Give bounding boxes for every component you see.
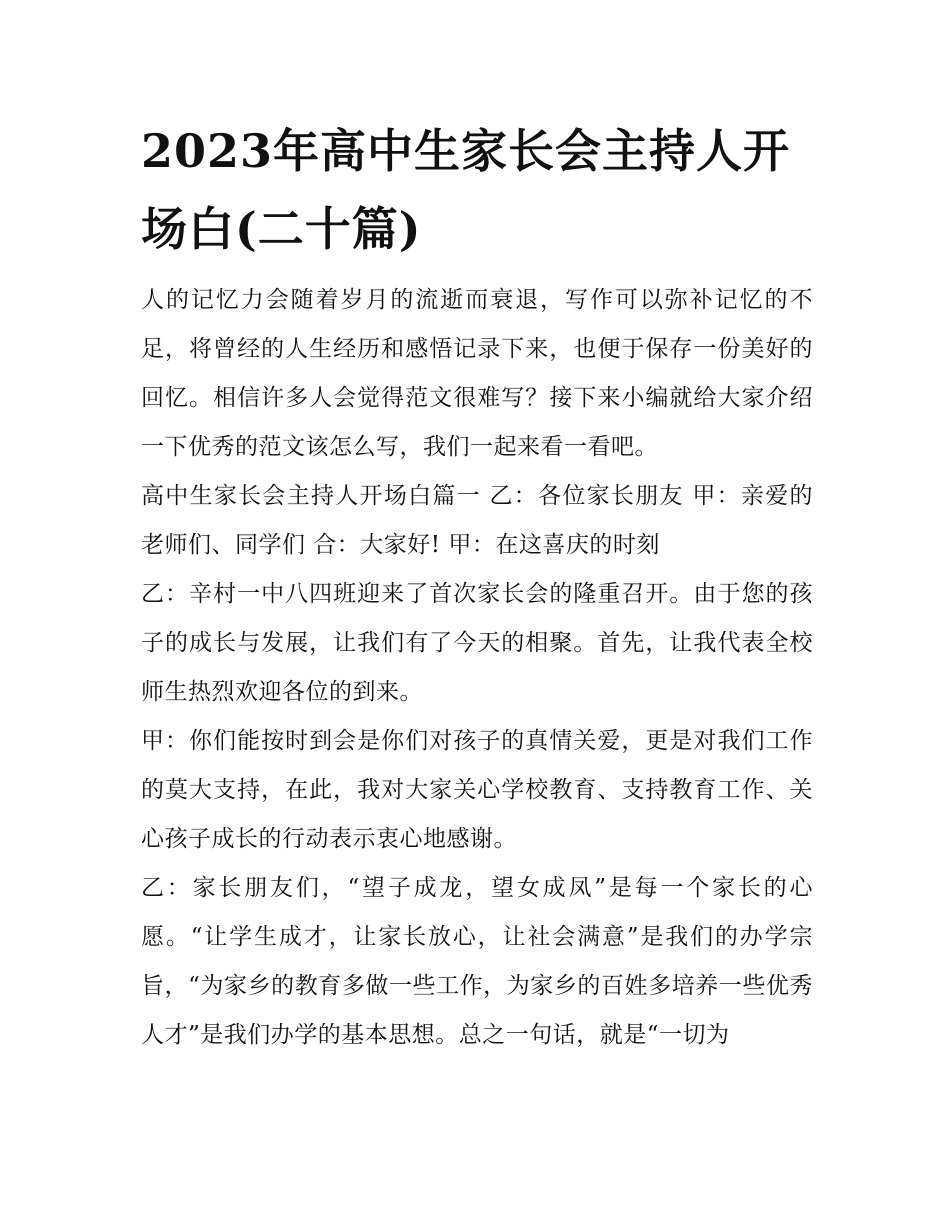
document-body bbox=[141, 112, 813, 1060]
paragraph-opening: 高中生家长会主持人开场白篇一 乙：各位家长朋友 甲：亲爱的老师们、同学们 合：大家好! 甲：在这喜庆的时刻 bbox=[141, 483, 813, 558]
paragraph-welcome: 乙：辛村一中八四班迎来了首次家长会的隆重召开。由于您的孩子的成长与发展，让我们有了今天的相聚。首先，让我代表全校师生热烈欢迎各位的到来。 bbox=[141, 581, 813, 705]
document-title: 2023年高中生家长会主持人开场白(二十篇) bbox=[141, 124, 791, 256]
paragraph-intro: 人的记忆力会随着岁月的流逝而衰退，写作可以弥补记忆的不足，将曾经的人生经历和感悟记录下来，也便于保存一份美好的回忆。相信许多人会觉得范文很难写？接下来小编就给大家介绍一下优秀的范文该怎么写，我们一起来看一看吧。 bbox=[141, 287, 813, 460]
paragraph-philosophy: 乙：家长朋友们，“望子成龙，望女成凤”是每一个家长的心愿。“让学生成才，让家长放心，让社会满意”是我们的办学宗旨，“为家乡的教育多做一些工作，为家乡的百姓多培养一些优秀人才”是我们办学的基本思想。总之一句话，就是“一切为 bbox=[141, 875, 813, 1048]
paragraph-thanks: 甲：你们能按时到会是你们对孩子的真情关爱，更是对我们工作的莫大支持，在此，我对大家关心学校教育、支持教育工作、关心孩子成长的行动表示衷心地感谢。 bbox=[141, 728, 813, 852]
